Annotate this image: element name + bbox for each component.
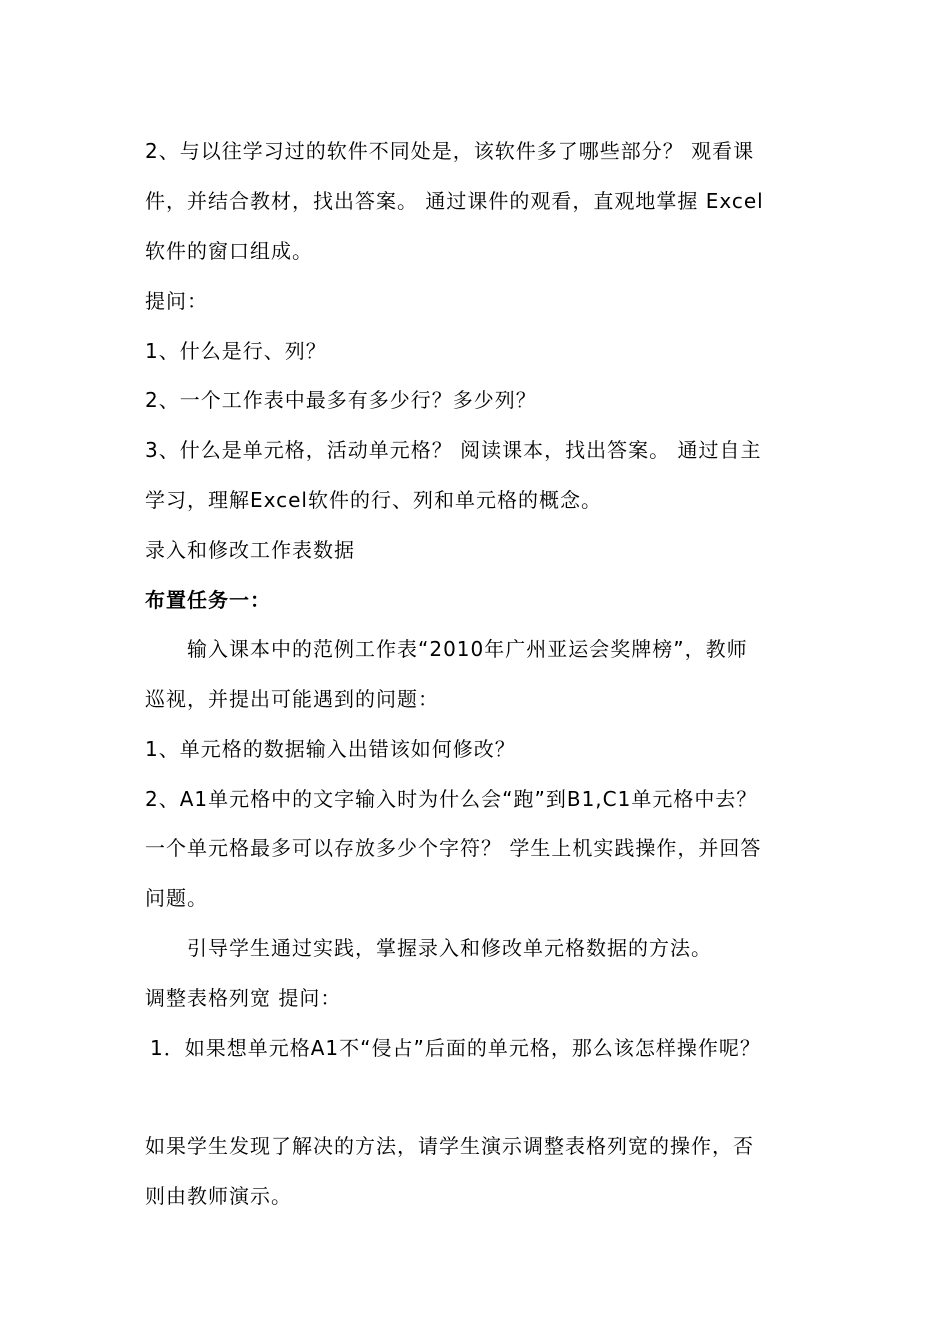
question-item: 2、A1单元格中的文字输入时为什么会“跑”到B1,C1单元格中去？	[145, 787, 758, 811]
paragraph-line: 问题。	[145, 886, 208, 910]
paragraph-line: 一个单元格最多可以存放多少个字符？ 学生上机实践操作，并回答	[145, 836, 762, 860]
question-item: 2、一个工作表中最多有多少行？多少列？	[145, 388, 537, 412]
paragraph-line: 引导学生通过实践，掌握录入和修改单元格数据的方法。	[187, 936, 712, 960]
paragraph-line: 巡视，并提出可能遇到的问题：	[145, 687, 439, 711]
paragraph-line: 学习，理解Excel软件的行、列和单元格的概念。	[145, 488, 602, 512]
task-heading: 布置任务一：	[145, 588, 271, 612]
paragraph-line: 则由教师演示。	[145, 1184, 292, 1208]
section-heading: 录入和修改工作表数据	[145, 538, 355, 562]
section-heading: 调整表格列宽 提问：	[145, 986, 342, 1010]
question-item: 1．如果想单元格A1不“侵占”后面的单元格，那么该怎样操作呢？	[150, 1036, 761, 1060]
question-heading: 提问：	[145, 289, 208, 313]
paragraph-line: 件，并结合教材，找出答案。 通过课件的观看，直观地掌握 Excel	[145, 189, 764, 213]
paragraph-line: 2、与以往学习过的软件不同处是，该软件多了哪些部分？ 观看课	[145, 139, 755, 163]
paragraph-line: 软件的窗口组成。	[145, 239, 313, 263]
question-item: 1、什么是行、列？	[145, 339, 327, 363]
paragraph-line: 输入课本中的范例工作表“2010年广州亚运会奖牌榜”，教师	[187, 637, 748, 661]
question-item: 1、单元格的数据输入出错该如何修改？	[145, 737, 516, 761]
paragraph-line: 如果学生发现了解决的方法，请学生演示调整表格列宽的操作，否	[145, 1134, 754, 1158]
question-item: 3、什么是单元格，活动单元格？ 阅读课本，找出答案。 通过自主	[145, 438, 762, 462]
